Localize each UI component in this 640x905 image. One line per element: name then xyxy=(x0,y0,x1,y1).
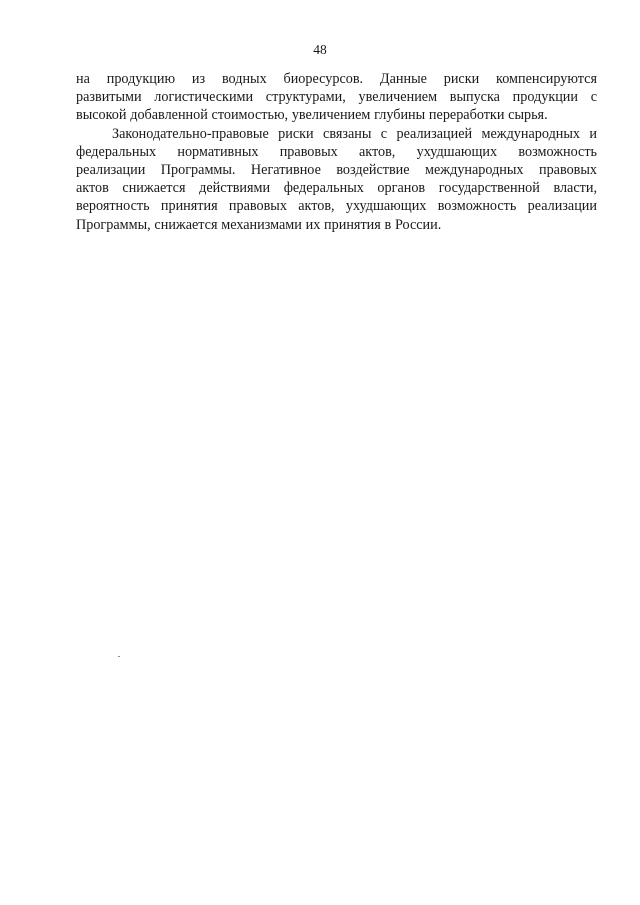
scan-speck xyxy=(118,656,120,657)
paragraph-legal-risks xyxy=(76,125,597,234)
paragraph-risks-compensation xyxy=(76,70,597,125)
text-line: Законодательно-правовые риски связаны с реализацией международных и xyxy=(112,125,597,142)
text-line: на продукцию из водных биоресурсов. Данные риски компенсируются xyxy=(76,71,597,87)
text-line: вероятность принятия правовых актов, ухудшающих возможность реализации xyxy=(76,198,597,215)
body-text xyxy=(76,70,597,234)
page-number: 48 xyxy=(313,42,327,57)
text-line: актов снижается действиями федеральных органов государственной власти, xyxy=(76,180,597,197)
text-line: реализации Программы. Негативное воздействие международных правовых xyxy=(76,162,597,179)
text-line: Программы, снижается механизмами их принятия в России. xyxy=(76,216,442,233)
text-line: развитыми логистическими структурами, увеличением выпуска продукции с xyxy=(76,89,597,106)
text-line: высокой добавленной стоимостью, увеличением глубины переработки сырья. xyxy=(76,107,548,124)
text-line: федеральных нормативных правовых актов, ухудшающих возможность xyxy=(76,143,597,160)
